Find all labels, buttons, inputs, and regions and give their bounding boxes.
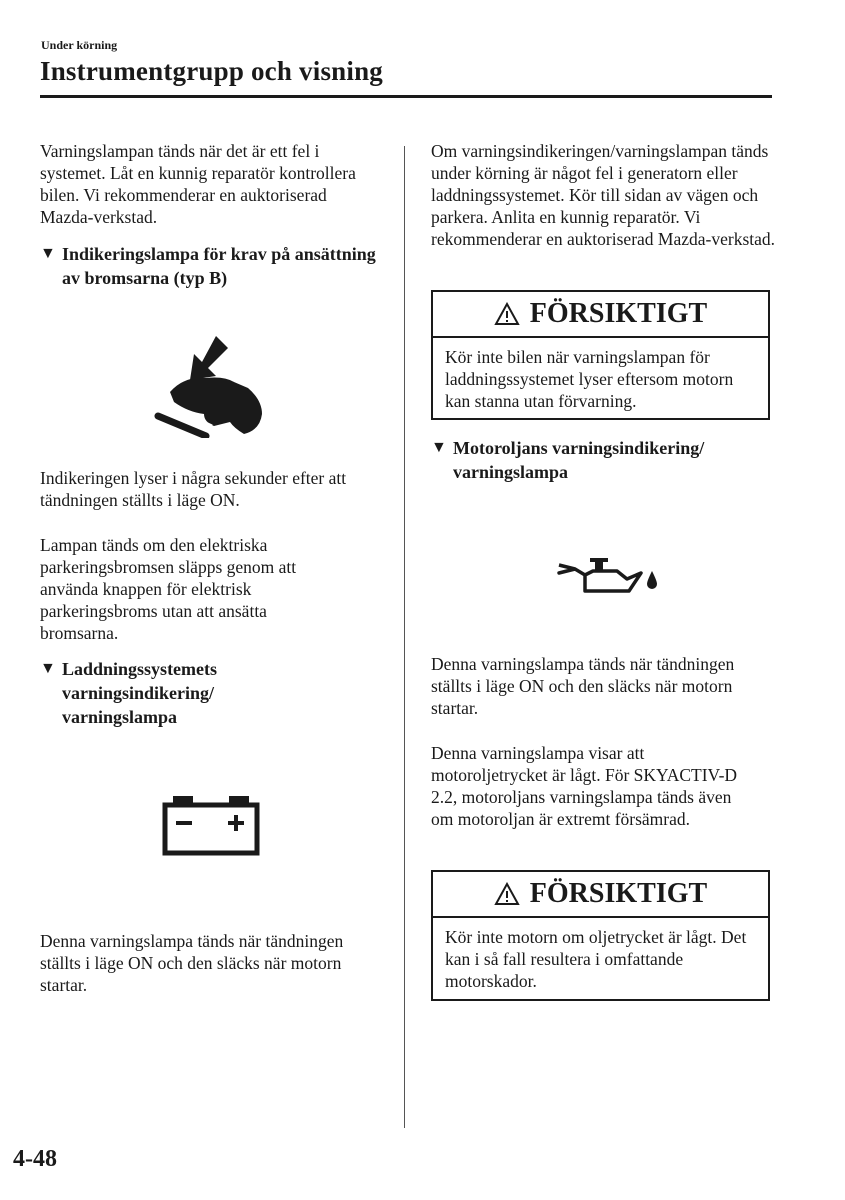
oil-section-heading	[431, 436, 776, 484]
brake-paragraph-2: Lampan tänds om den elektriska parkeringsbromsen släpps genom att använda knappen för elektrisk parkeringsbroms utan att ansätta bromsarna.	[40, 535, 297, 643]
brake-press-icon	[150, 330, 265, 443]
caution-text: Kör inte bilen när varningslampan för laddningssystemet lyser eftersom motorn kan stanna utan förvarning.	[445, 347, 734, 411]
warning-triangle-icon	[494, 882, 520, 906]
brake-heading-text: Indikeringslampa för krav på ansättning av bromsarna (typ B)	[62, 244, 376, 288]
brake-section-heading	[40, 242, 385, 290]
caution-header	[433, 292, 768, 338]
section-label: Under körning	[41, 38, 118, 52]
oil-paragraph-1: Denna varningslampa tänds när tändningen ställts i läge ON och den släcks när motorn startar.	[431, 654, 735, 718]
caution-box-1	[431, 290, 770, 420]
oil-heading-text: Motoroljans varningsindikering/ varningslampa	[453, 438, 705, 482]
charging-section-heading	[40, 657, 300, 729]
heading-marker: ▼	[40, 660, 56, 677]
caution-text: Kör inte motorn om oljetrycket är lågt. Det kan i så fall resultera i omfattande motorskador.	[445, 927, 747, 991]
intro-paragraph: Varningslampan tänds när det är ett fel i systemet. Låt en kunnig reparatör kontrollera bilen. Vi rekommenderar en auktoriserad Mazda-verkstad.	[40, 141, 356, 227]
charging-continued-paragraph: Om varningsindikeringen/varningslampan tänds under körning är något fel i generatorn eller laddningssystemet. Kör till sidan av vägen och parkera. Anlita en kunnig reparatör. Vi rekommenderar en auktoriserad Mazda-verkstad.	[431, 141, 776, 249]
charging-paragraph-1: Denna varningslampa tänds när tändningen ställts i läge ON och den släcks när motorn startar.	[40, 931, 344, 995]
page-title: Instrumentgrupp och visning	[40, 56, 383, 86]
caution-title: FÖRSIKTIGT	[529, 298, 708, 329]
caution-header	[433, 872, 768, 918]
brake-paragraph-1: Indikeringen lyser i några sekunder efter att tändningen ställts i läge ON.	[40, 468, 347, 510]
page-number: 4-48	[13, 1146, 57, 1172]
heading-marker: ▼	[431, 439, 447, 456]
charging-heading-text: Laddningssystemets varningsindikering/ varningslampa	[62, 659, 218, 727]
oil-can-icon	[555, 555, 660, 600]
battery-icon	[160, 792, 262, 863]
title-rule	[40, 95, 772, 98]
warning-triangle-icon	[494, 302, 520, 326]
caution-box-2	[431, 870, 770, 1001]
caution-title: FÖRSIKTIGT	[529, 878, 708, 909]
column-divider	[404, 146, 405, 1128]
heading-marker: ▼	[40, 245, 56, 262]
oil-paragraph-2: Denna varningslampa visar att motoroljetrycket är lågt. För SKYACTIV-D 2.2, motoroljans varningslampa tänds även om motoroljan är extremt försämrad.	[431, 743, 738, 829]
